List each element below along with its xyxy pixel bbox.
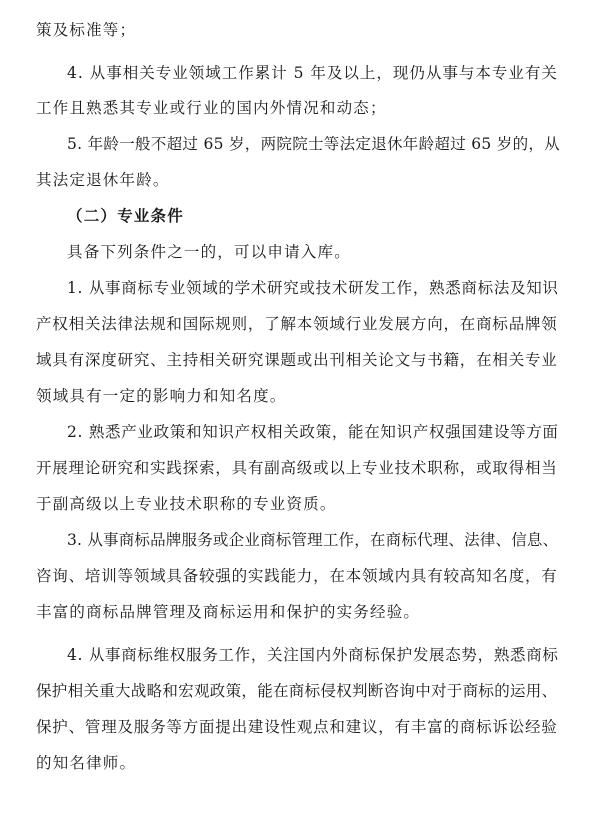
paragraph-line: 保护、管理及服务等方面提出建设性观点和建议，有丰富的商标诉讼经验 [36, 718, 558, 736]
paragraph-line: 开展理论研究和实践探索，具有副高级或以上专业技术职称，或取得相当 [36, 459, 558, 477]
paragraph-line: 4. 从事相关专业领域工作累计 5 年及以上，现仍从事与本专业有关 [67, 64, 558, 82]
paragraph-line: 丰富的商标品牌管理及商标运用和保护的实务经验。 [36, 603, 421, 621]
paragraph-line: 具备下列条件之一的，可以申请入库。 [67, 243, 351, 261]
paragraph-line: 咨询、培训等领域具备较强的实践能力，在本领域内具有较高知名度，有 [36, 567, 558, 585]
paragraph-line: 3. 从事商标品牌服务或企业商标管理工作，在商标代理、法律、信息、 [67, 531, 559, 549]
paragraph-line: 其法定退休年龄。 [36, 171, 170, 189]
paragraph-line: 于副高级以上专业技术职称的专业资质。 [36, 495, 337, 513]
paragraph-line: 2. 熟悉产业政策和知识产权相关政策，能在知识产权强国建设等方面 [67, 423, 559, 441]
section-heading: （二）专业条件 [67, 206, 184, 225]
paragraph-line: 4. 从事商标维权服务工作，关注国内外商标保护发展态势，熟悉商标 [67, 646, 559, 664]
paragraph-line: 工作且熟悉其专业或行业的国内外情况和动态； [36, 99, 387, 117]
paragraph-line: 策及标准等； [36, 21, 137, 39]
paragraph-line: 1. 从事商标专业领域的学术研究或技术研发工作，熟悉商标法及知识 [67, 279, 559, 297]
paragraph-line: 领域具有一定的影响力和知名度。 [36, 387, 287, 405]
paragraph-line: 保护相关重大战略和宏观政策，能在商标侵权判断咨询中对于商标的运用、 [36, 682, 558, 700]
paragraph-line: 产权相关法律法规和国际规则，了解本领域行业发展方向，在商标品牌领 [36, 315, 558, 333]
paragraph-line: 域具有深度研究、主持相关研究课题或出刊相关论文与书籍，在相关专业 [36, 351, 558, 369]
paragraph-line: 的知名律师。 [36, 754, 137, 772]
paragraph-line: 5. 年龄一般不超过 65 岁，两院院士等法定退休年龄超过 65 岁的，从 [67, 135, 560, 153]
